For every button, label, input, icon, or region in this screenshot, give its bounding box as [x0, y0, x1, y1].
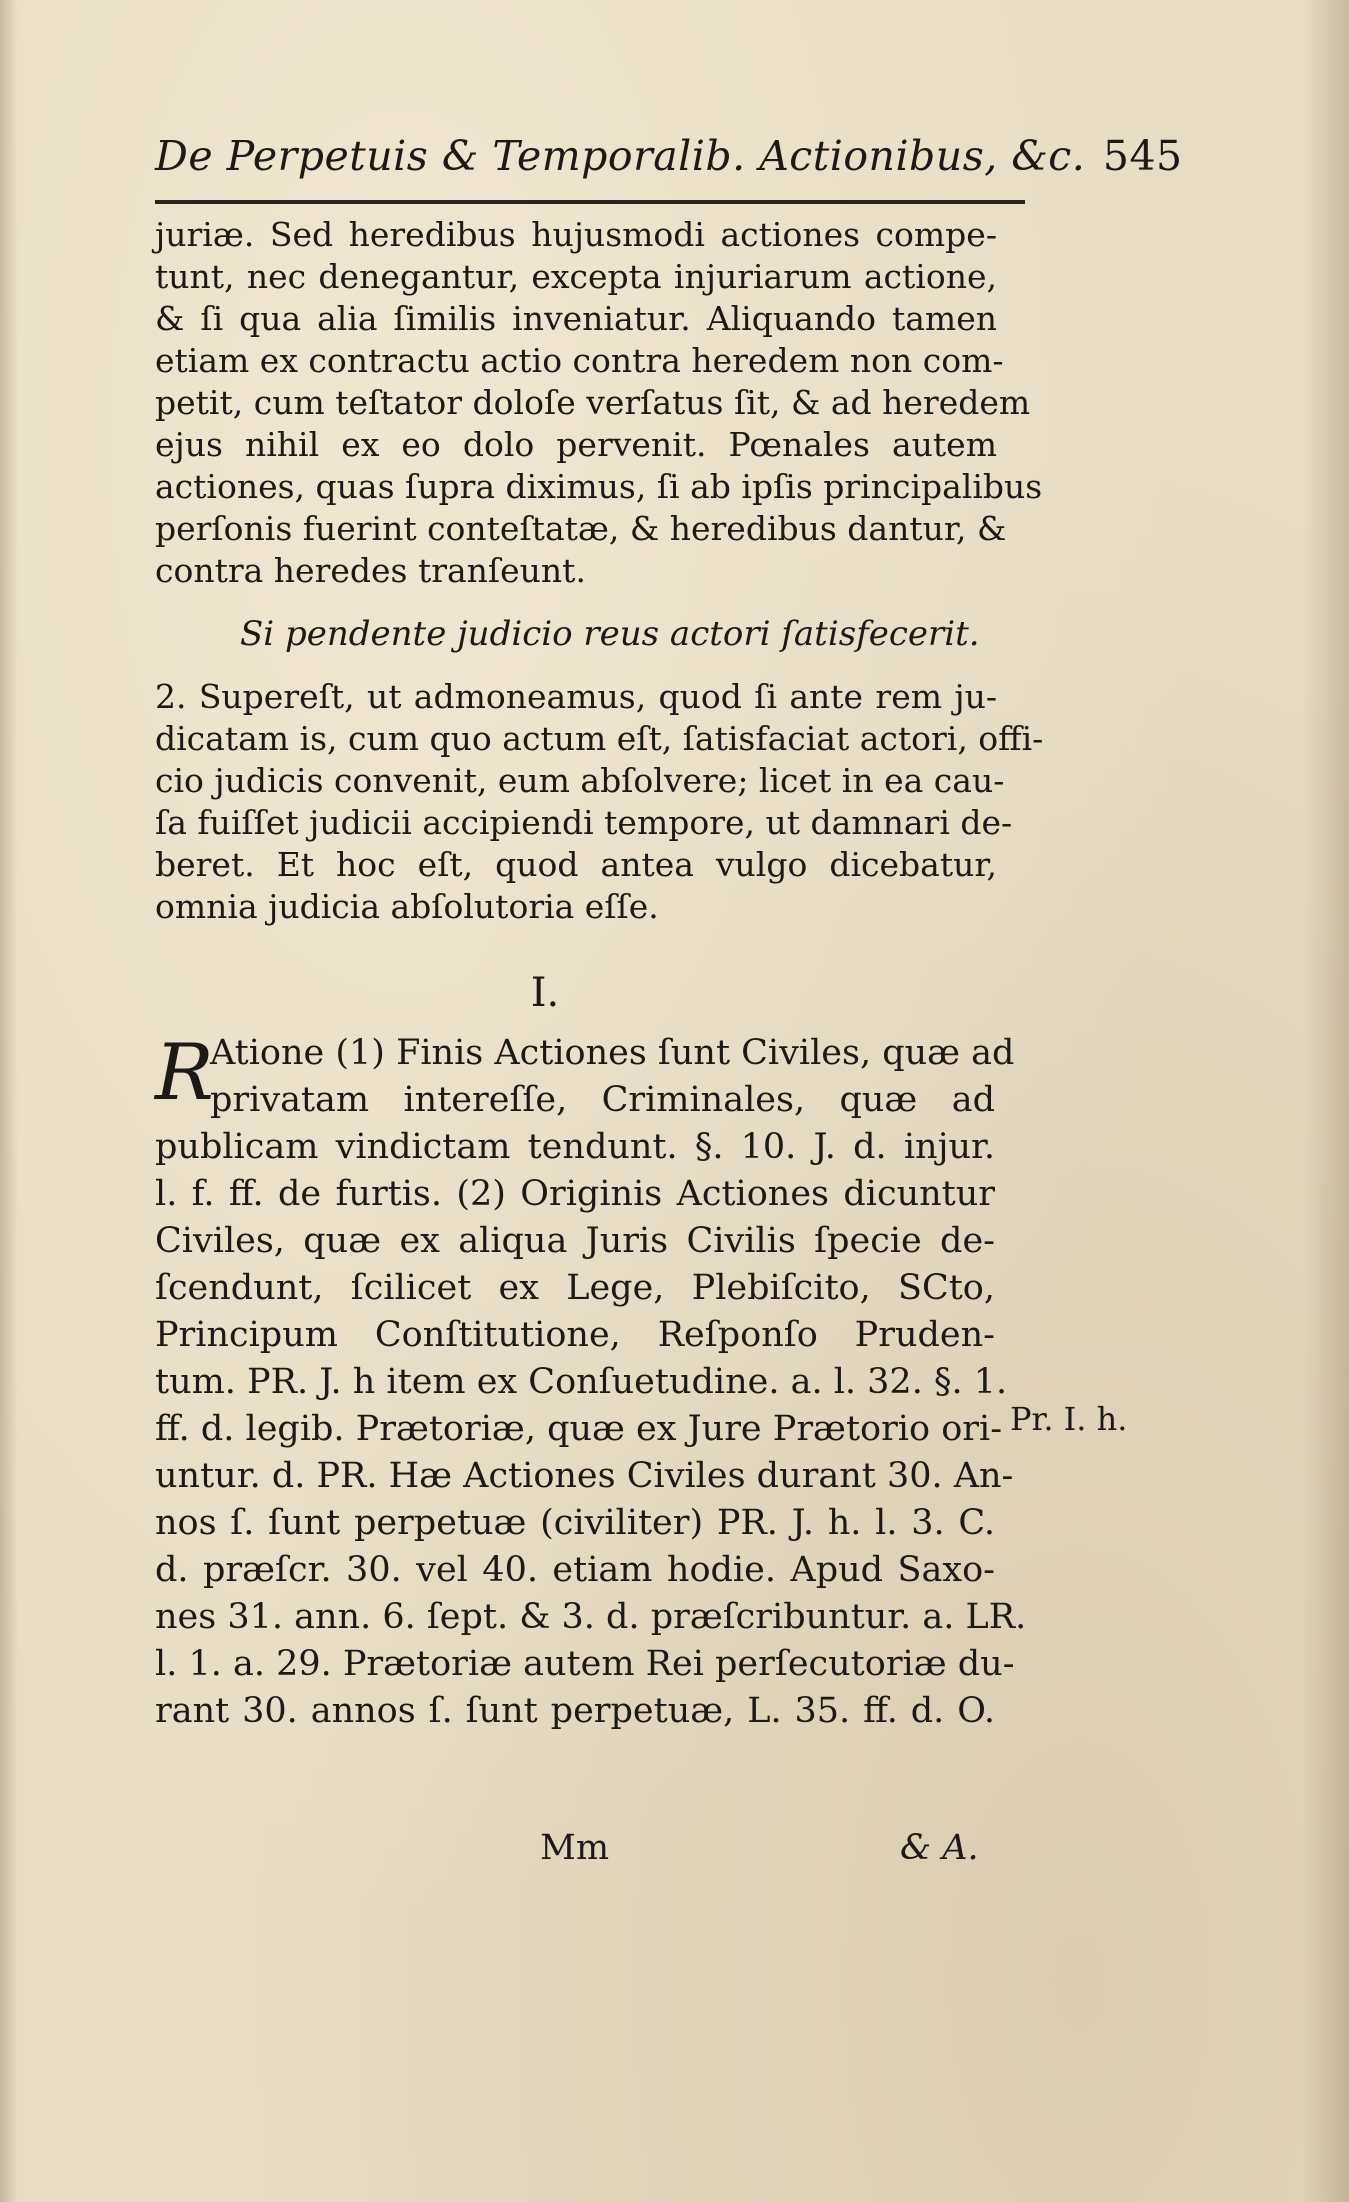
text-line: ſcendunt, ſcilicet ex Lege, Plebiſcito, SCto, — [155, 1268, 995, 1308]
page-edge-left — [0, 0, 18, 2202]
text-line: publicam vindictam tendunt. §. 10. J. d. injur. — [155, 1127, 995, 1167]
text-line: nos ſ. ſunt perpetuæ (civiliter) PR. J. h. l. 3. C. — [155, 1503, 995, 1543]
text-line: l. 1. a. 29. Prætoriæ autem Rei perſecutoriæ du- — [155, 1644, 1015, 1684]
section-number: I. — [530, 970, 560, 1016]
text-line: tunt, nec denegantur, excepta injuriarum actione, — [155, 257, 997, 296]
paragraph-2 — [155, 676, 1044, 928]
signature-mark: Mm — [540, 1828, 610, 1868]
text-line: Atione (1) Finis Actiones ſunt Civiles, quæ ad — [210, 1033, 1015, 1073]
paragraph-1 — [155, 214, 1043, 592]
section-subheading: Si pendente judicio reus actori ſatisfecerit. — [240, 614, 980, 654]
text-line: 2. Supereſt, ut admoneamus, quod ſi ante rem ju- — [155, 677, 997, 716]
text-line: ejus nihil ex eo dolo pervenit. Pœnales autem — [155, 425, 997, 464]
text-line: ſa fuiſſet judicii accipiendi tempore, ut damnari de- — [155, 803, 1013, 842]
text-line: perſonis fuerint conteſtatæ, & heredibus dantur, & — [155, 509, 1007, 548]
margin-note: Pr. I. h. — [1010, 1400, 1128, 1438]
catchword: & A. — [900, 1828, 979, 1868]
header-rule — [155, 200, 1025, 204]
text-line: actiones, quas ſupra diximus, ſi ab ipſis principalibus — [155, 467, 1043, 506]
text-line: etiam ex contractu actio contra heredem non com- — [155, 341, 1004, 380]
drop-capital: R — [155, 1028, 214, 1118]
text-line: l. f. ff. de furtis. (2) Originis Actiones dicuntur — [155, 1174, 995, 1214]
text-line: nes 31. ann. 6. ſept. & 3. d. præſcribuntur. a. LR. — [155, 1597, 1027, 1637]
text-line: omnia judicia abſolutoria eſſe. — [155, 887, 659, 926]
page-edge-right — [1303, 0, 1349, 2202]
text-line: juriæ. Sed heredibus hujusmodi actiones compe- — [155, 215, 997, 254]
text-line: contra heredes tranſeunt. — [155, 551, 586, 590]
running-head-title: De Perpetuis & Temporalib. Actionibus, &c. — [155, 132, 1086, 180]
text-line: Principum Conſtitutione, Reſponſo Pruden- — [155, 1315, 995, 1355]
annotation-block — [155, 1028, 1027, 1735]
text-line: rant 30. annos ſ. ſunt perpetuæ, L. 35. ff. d. O. — [155, 1691, 995, 1731]
text-line: ff. d. legib. Prætoriæ, quæ ex Jure Prætorio ori- — [155, 1409, 1003, 1449]
text-line: beret. Et hoc eſt, quod antea vulgo dicebatur, — [155, 845, 997, 884]
text-line: dicatam is, cum quo actum eſt, ſatisfaciat actori, offi- — [155, 719, 1044, 758]
text-line: privatam intereſſe, Criminales, quæ ad — [210, 1080, 995, 1120]
text-line: tum. PR. J. h item ex Conſuetudine. a. l. 32. §. 1. — [155, 1362, 1008, 1402]
text-line: cio judicis convenit, eum abſolvere; licet in ea cau- — [155, 761, 1005, 800]
page-number: 545 — [1102, 132, 1183, 180]
text-line: d. præſcr. 30. vel 40. etiam hodie. Apud Saxo- — [155, 1550, 995, 1590]
text-line: petit, cum teſtator doloſe verſatus ſit, & ad heredem — [155, 383, 1031, 422]
text-line: untur. d. PR. Hæ Actiones Civiles durant 30. An- — [155, 1456, 1014, 1496]
text-line: Civiles, quæ ex aliqua Juris Civilis ſpecie de- — [155, 1221, 995, 1261]
running-head — [155, 132, 1183, 180]
text-line: & ſi qua alia ſimilis inveniatur. Aliquando tamen — [155, 299, 997, 338]
